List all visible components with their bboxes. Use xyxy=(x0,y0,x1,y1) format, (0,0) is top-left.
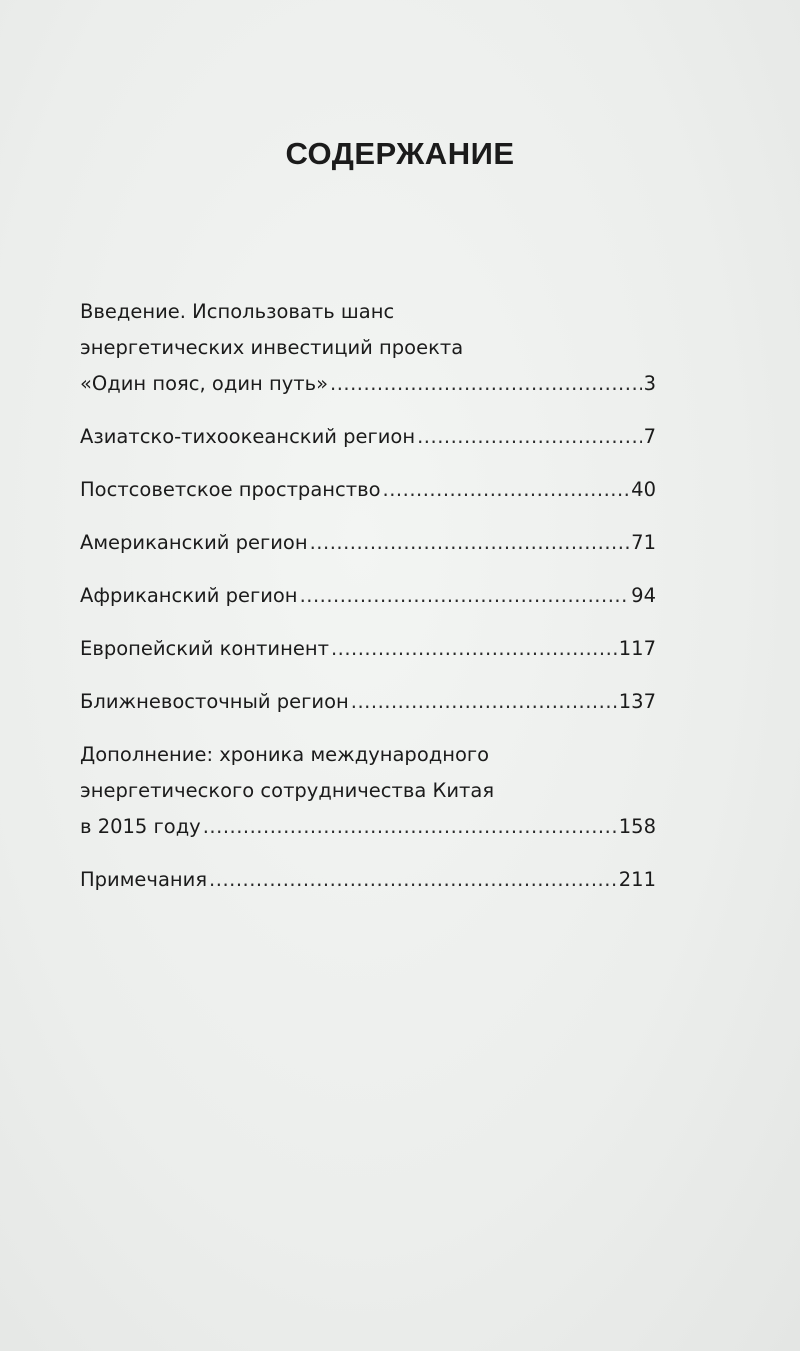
toc-entry-title: в 2015 году xyxy=(80,815,201,838)
dot-leader xyxy=(300,578,630,614)
dot-leader xyxy=(417,419,641,455)
toc-entry-title: Ближневосточный регион xyxy=(80,690,349,713)
toc-entry-page-number: 211 xyxy=(618,868,656,891)
toc-entry-final-line xyxy=(80,525,656,561)
toc-entry-final-line xyxy=(80,631,656,667)
dot-leader xyxy=(209,862,617,898)
toc-entry-page-number: 117 xyxy=(618,637,656,660)
toc-entry xyxy=(80,862,656,898)
dot-leader xyxy=(383,472,630,508)
toc-entry-lines xyxy=(80,419,656,455)
toc-entry xyxy=(80,294,656,402)
toc-entry-final-line xyxy=(80,862,656,898)
toc-entry-page-number: 158 xyxy=(618,815,656,838)
dot-leader xyxy=(203,809,617,845)
toc-entry-title: «Один пояс, один путь» xyxy=(80,372,329,395)
toc-entry-final-line xyxy=(80,809,656,845)
toc-entry-title: Постсоветское пространство xyxy=(80,478,381,501)
toc-entry-page-number: 40 xyxy=(631,478,656,501)
toc-entry xyxy=(80,631,656,667)
dot-leader xyxy=(331,631,617,667)
toc-entry xyxy=(80,525,656,561)
toc-entry-page-number: 71 xyxy=(631,531,656,554)
dot-leader xyxy=(330,366,642,402)
dot-leader xyxy=(310,525,630,561)
toc-entry-lines xyxy=(80,737,656,845)
toc-entry-title-line: Введение. Использовать шанс xyxy=(80,300,395,323)
toc-entry-final-line xyxy=(80,366,656,402)
dot-leader xyxy=(351,684,617,720)
toc-entry-page-number: 94 xyxy=(631,584,656,607)
toc-entry-lines xyxy=(80,294,656,402)
toc-entry-title: Африканский регион xyxy=(80,584,298,607)
toc-entry-title: Американский регион xyxy=(80,531,308,554)
toc-entry xyxy=(80,419,656,455)
toc-entry-title-line: энергетических инвестиций проекта xyxy=(80,336,464,359)
toc-entry-title: Примечания xyxy=(80,868,208,891)
toc-entry xyxy=(80,737,656,845)
toc-entry xyxy=(80,684,656,720)
toc-entry-title-line: Дополнение: хроника международного xyxy=(80,743,490,766)
toc-entry-page-number: 3 xyxy=(643,372,656,395)
toc-entry-lines xyxy=(80,631,656,667)
toc-entry-final-line xyxy=(80,419,656,455)
toc-entry-lines xyxy=(80,578,656,614)
page-title: СОДЕРЖАНИЕ xyxy=(285,136,515,171)
toc-entry-lines xyxy=(80,684,656,720)
toc-entry-lines xyxy=(80,472,656,508)
toc-entry-final-line xyxy=(80,578,656,614)
toc-entry-final-line xyxy=(80,472,656,508)
toc-entry-page-number: 7 xyxy=(643,425,656,448)
toc-entry xyxy=(80,578,656,614)
toc-entry xyxy=(80,472,656,508)
toc-entry-title-line: энергетического сотрудничества Китая xyxy=(80,779,495,802)
toc-entry-title: Азиатско-тихоокеанский регион xyxy=(80,425,416,448)
toc-entry-lines xyxy=(80,862,656,898)
toc-entry-lines xyxy=(80,525,656,561)
toc-entry-page-number: 137 xyxy=(618,690,656,713)
toc-entry-final-line xyxy=(80,684,656,720)
table-of-contents xyxy=(80,294,656,915)
toc-entry-title: Европейский континент xyxy=(80,637,329,660)
